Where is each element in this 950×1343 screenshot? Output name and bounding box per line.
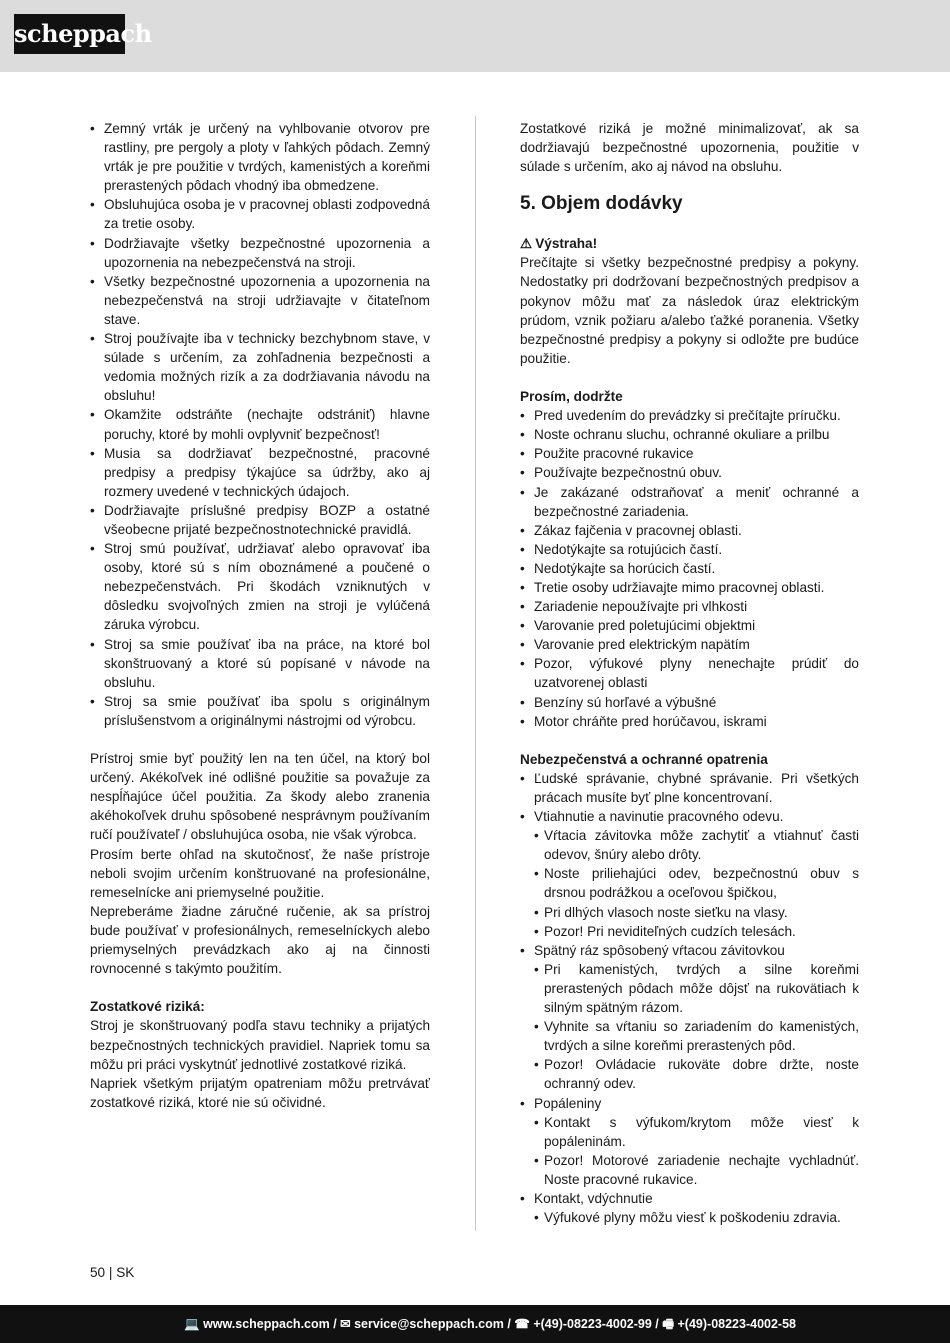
sublist-item: • Pozor! Ovládacie rukoväte dobre držte, noste ochranný odev. [520,1055,859,1093]
hazards-list [520,1094,859,1113]
list-item: • Ľudské správanie, chybné správanie. Pri všetkých prácach musíte byť plne koncentrovaní. [520,769,859,807]
hazards-list [520,1189,859,1208]
sublist-item: • Pozor! Motorové zariadenie nechajte vychladnúť. Noste pracovné rukavice. [520,1151,859,1189]
list-item: • Použite pracovné rukavice [520,444,859,463]
hazards-list [520,769,859,826]
list-item: • Nedotýkajte sa horúcich častí. [520,559,859,578]
residual-risks-heading: Zostatkové riziká: [90,999,205,1015]
sublist-item: • Kontakt s výfukom/krytom môže viesť k popáleninám. [520,1113,859,1151]
column-divider [475,116,476,1231]
list-item: • Zemný vrták je určený na vyhlbovanie otvorov pre rastliny, pre pergoly a ploty v ľahkých pôdach. Zemný vrták je pre použitie v tvrdých, kamenistých a koreňmi prerastených pôdach vhodný iba obmedzene. [90,119,430,195]
residual-risks-paragraph: Napriek všetkým prijatým opatreniam môžu pretrvávať zostatkové riziká, ktoré nie sú očividné. [90,1075,430,1110]
list-item: • Nedotýkajte sa rotujúcich častí. [520,540,859,559]
left-column [90,119,430,1112]
hazards-heading: Nebezpečenstvá a ochranné opatrenia [520,751,768,767]
list-item: • Tretie osoby udržiavajte mimo pracovnej oblasti. [520,578,859,597]
list-item: • Dodržiavajte všetky bezpečnostné upozornenia a upozornenia na nebezpečenstvá na stroji. [90,234,430,272]
list-item: • Všetky bezpečnostné upozornenia a upozornenia na nebezpečenstvá na stroji udržiavajte v čitateľnom stave. [90,272,430,329]
residual-risks-intro: Zostatkové riziká je možné minimalizovať, ak sa dodržiavajú bezpečnostné upozornenia, použitie v súlade s určením, ako aj návod na obsluhu. [520,121,859,175]
sublist-item: • Pri dlhých vlasoch noste sieťku na vlasy. [520,903,859,922]
list-item: • Okamžite odstráňte (nechajte odstrániť) hlavne poruchy, ktoré by mohli ovplyvniť bezpečnosť! [90,405,430,443]
list-item: • Kontakt, vdýchnutie [520,1189,859,1208]
warning-title: Výstraha! [535,236,598,252]
footer-bar [0,1305,950,1343]
list-item: • Benzíny sú horľavé a výbušné [520,693,859,712]
right-column [520,119,859,1227]
hazards-sublist [520,826,859,941]
list-item: • Musia sa dodržiavať bezpečnostné, pracovné predpisy a predpisy týkajúce sa údržby, ako aj rozmery uvedené v technických údajoch. [90,444,430,501]
list-item: • Stroj používajte iba v technicky bezchybnom stave, v súlade s určením, za zohľadnenia bezpečnosti a vedomia možných rizík a za dodržiavania návodu na obsluhu! [90,329,430,405]
list-item: • Obsluhujúca osoba je v pracovnej oblasti zodpovedná za tretie osoby. [90,195,430,233]
sublist-item: • Pozor! Pri neviditeľných cudzích telesách. [520,922,859,941]
list-item: • Varovanie pred elektrickým napätím [520,635,859,654]
intended-use-paragraph: Prístroj smie byť použitý len na ten účel, na ktorý bol určený. Akékoľvek iné odlišné použitie sa považuje za nespĺňajúce účel použitia. Za škody alebo zranenia akéhokoľvek druhu spôsobené nesprávnym používaním ručí používateľ / obsluhujúca osoba, nie však výrobca. [90,751,430,843]
list-item: • Noste ochranu sluchu, ochranné okuliare a prilbu [520,425,859,444]
page-separator: | [108,1265,117,1280]
section-heading: 5. Objem dodávky [520,193,683,215]
warranty-paragraph: Nepreberáme žiadne záručné ručenie, ak sa prístroj bude používať v profesionálnych, remeselníckych alebo priemyselných prevádzkach ako aj na činnosti rovnocenné s takýmto použitím. [90,903,430,977]
page-language: SK [116,1265,135,1280]
sublist-item: • Vyhnite sa vŕtaniu so zariadením do kamenistých, tvrdých a silne koreňmi prerastených pôd. [520,1017,859,1055]
list-item: • Popáleniny [520,1094,859,1113]
list-item: • Stroj smú používať, udržiavať alebo opravovať iba osoby, ktoré sú s ním oboznámené a poučené o nebezpečenstvách. Pri škodách vzniknutých v dôsledku svojvoľných zmien na stroji je vylúčená záruka výrobcu. [90,539,430,634]
sublist-item: • Noste priliehajúci odev, bezpečnostnú obuv s drsnou podrážkou a oceľovou špičkou, [520,864,859,902]
sublist-item: • Vŕtacia závitovka môže zachytiť a vtiahnuť časti odevov, šnúry alebo drôty. [520,826,859,864]
list-item: • Stroj sa smie používať iba spolu s originálnym príslušenstvom a originálnymi nástrojmi od výrobcu. [90,692,430,730]
safety-bullet-list [90,119,430,730]
header-bar [0,0,950,72]
page-number [90,1265,134,1280]
please-observe-heading: Prosím, dodržte [520,389,623,405]
list-item: • Varovanie pred poletujúcimi objektmi [520,616,859,635]
warning-triangle-icon: ⚠ [520,236,533,252]
footer-contact-text: 💻 www.scheppach.com / ✉ service@scheppach.com / ☎ +(49)-08223-4002-99 / 🖷 +(49)-08223-4002-58 [184,1317,796,1331]
warning-heading [520,234,859,253]
list-item: • Vtiahnutie a navinutie pracovného odevu. [520,807,859,826]
list-item: • Zákaz fajčenia v pracovnej oblasti. [520,521,859,540]
list-item: • Zariadenie nepoužívajte pri vlhkosti [520,597,859,616]
hazards-sublist [520,1208,859,1227]
residual-risks-paragraph: Stroj je skonštruovaný podľa stavu techniky a prijatých bezpečnostných technických pravidiel. Napriek tomu sa môžu pri práci vyskytnúť jednotlivé zostatkové riziká. [90,1018,430,1072]
list-item: • Je zakázané odstraňovať a meniť ochranné a bezpečnostné zariadenia. [520,483,859,521]
hazards-sublist [520,960,859,1094]
list-item: • Motor chráňte pred horúčavou, iskrami [520,712,859,731]
professional-use-paragraph: Prosím berte ohľad na skutočnosť, že naše prístroje neboli svojim určením konštruované na profesionálne, remeselnícke ani priemyselné použitie. [90,846,430,900]
warning-text: Prečítajte si všetky bezpečnostné predpisy a pokyny. Nedostatky pri dodržovaní bezpečnostných predpisov a pokynov môžu mať za následok úraz elektrickým prúdom, vznik požiaru a/alebo ťažké poranenia. Všetky bezpečnostné predpisy a pokyny si odložte pre budúce použitie. [520,255,859,366]
list-item: • Pred uvedením do prevádzky si prečítajte príručku. [520,406,859,425]
sublist-item: • Výfukové plyny môžu viesť k poškodeniu zdravia. [520,1208,859,1227]
list-item: • Dodržiavajte príslušné predpisy BOZP a ostatné všeobecne prijaté bezpečnostnotechnické pravidlá. [90,501,430,539]
list-item: • Používajte bezpečnostnú obuv. [520,463,859,482]
list-item: • Stroj sa smie používať iba na práce, na ktoré bol skonštruovaný a ktoré sú popísané v návode na obsluhu. [90,635,430,692]
please-observe-list [520,406,859,731]
hazards-sublist [520,1113,859,1189]
scheppach-logo: scheppach [14,14,125,54]
page-number-value: 50 [90,1265,106,1280]
list-item: • Spätný ráz spôsobený vŕtacou závitovkou [520,941,859,960]
hazards-list [520,941,859,960]
list-item: • Pozor, výfukové plyny nenechajte prúdiť do uzatvorenej oblasti [520,654,859,692]
sublist-item: • Pri kamenistých, tvrdých a silne koreňmi prerastených pôdach môže dôjsť na rukovätiach k silným spätným rázom. [520,960,859,1017]
